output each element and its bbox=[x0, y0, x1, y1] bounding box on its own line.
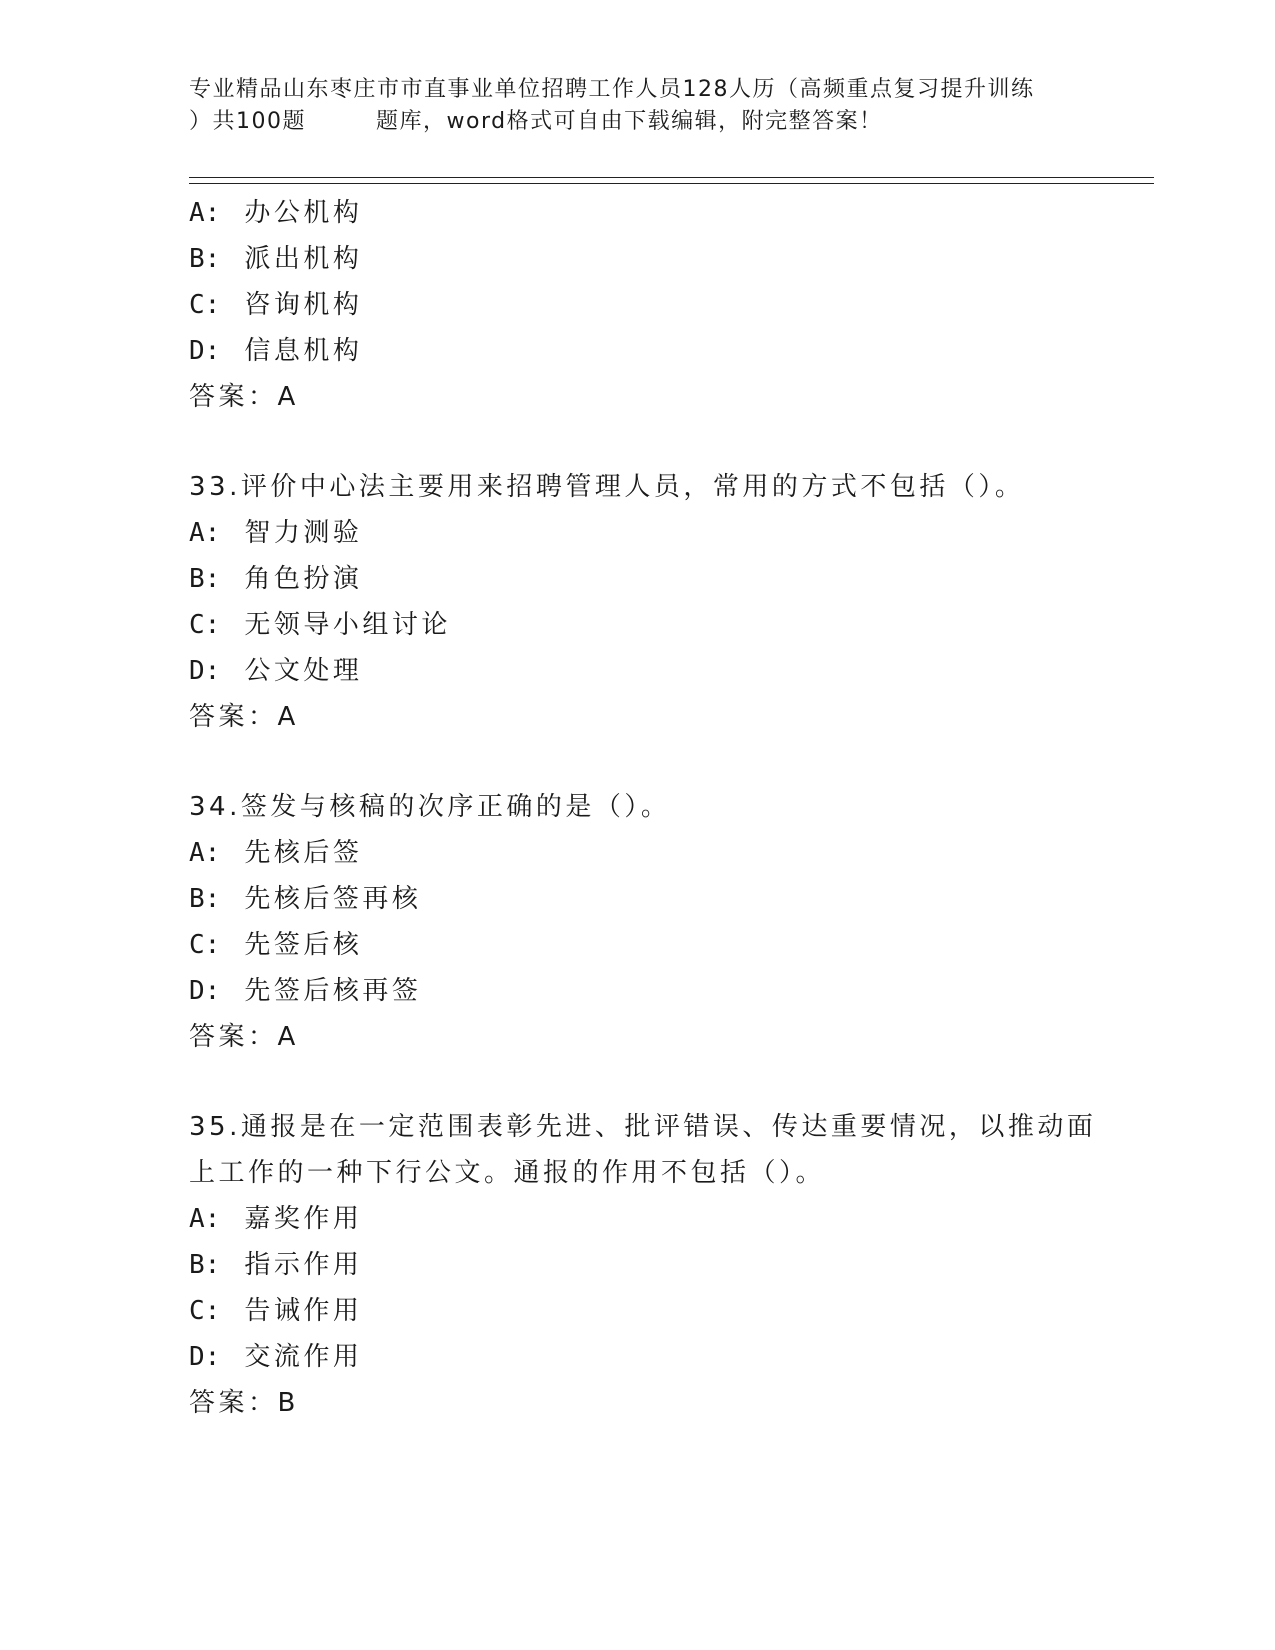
question-list bbox=[189, 190, 1097, 1426]
option-d: D: 先签后核再签 bbox=[189, 976, 422, 1006]
question-block-34 bbox=[189, 784, 1089, 1060]
question-stem: 34.签发与核稿的次序正确的是（）。 bbox=[189, 792, 671, 822]
question-block-35 bbox=[189, 1104, 1097, 1426]
option-b: B: 先核后签再核 bbox=[189, 884, 422, 914]
option-a: A: 先核后签 bbox=[189, 838, 363, 868]
document-header bbox=[189, 74, 1089, 138]
answer-line: 答案：B bbox=[189, 1388, 299, 1418]
header-line-2-left: ）共100题 bbox=[189, 109, 306, 134]
header-line-2-right: 题库，word格式可自由下载编辑，附完整答案！ bbox=[376, 109, 883, 134]
option-a: A: 智力测验 bbox=[189, 518, 363, 548]
answer-line: 答案：A bbox=[189, 702, 299, 732]
option-b: B: 派出机构 bbox=[189, 244, 363, 274]
question-stem: 35.通报是在一定范围表彰先进、批评错误、传达重要情况，以推动面 上工作的一种下行公文。通报的作用不包括（）。 bbox=[189, 1112, 1097, 1188]
header-rule-top bbox=[189, 177, 1154, 178]
option-c: C: 无领导小组讨论 bbox=[189, 610, 451, 640]
option-a: A: 办公机构 bbox=[189, 198, 363, 228]
option-a: A: 嘉奖作用 bbox=[189, 1204, 363, 1234]
option-b: B: 指示作用 bbox=[189, 1250, 363, 1280]
answer-line: 答案：A bbox=[189, 1022, 299, 1052]
header-line-1: 专业精品山东枣庄市市直事业单位招聘工作人员128人历（高频重点复习提升训练 bbox=[189, 77, 1035, 102]
option-c: C: 先签后核 bbox=[189, 930, 363, 960]
question-stem: 33.评价中心法主要用来招聘管理人员，常用的方式不包括（）。 bbox=[189, 472, 1025, 502]
answer-line: 答案：A bbox=[189, 382, 299, 412]
option-d: D: 交流作用 bbox=[189, 1342, 363, 1372]
question-block-32 bbox=[189, 190, 1089, 420]
question-block-33 bbox=[189, 464, 1089, 740]
option-c: C: 告诫作用 bbox=[189, 1296, 363, 1326]
option-c: C: 咨询机构 bbox=[189, 290, 363, 320]
option-d: D: 公文处理 bbox=[189, 656, 363, 686]
header-rule-bottom bbox=[189, 183, 1154, 184]
option-d: D: 信息机构 bbox=[189, 336, 363, 366]
option-b: B: 角色扮演 bbox=[189, 564, 363, 594]
header-line-2 bbox=[189, 106, 1089, 138]
